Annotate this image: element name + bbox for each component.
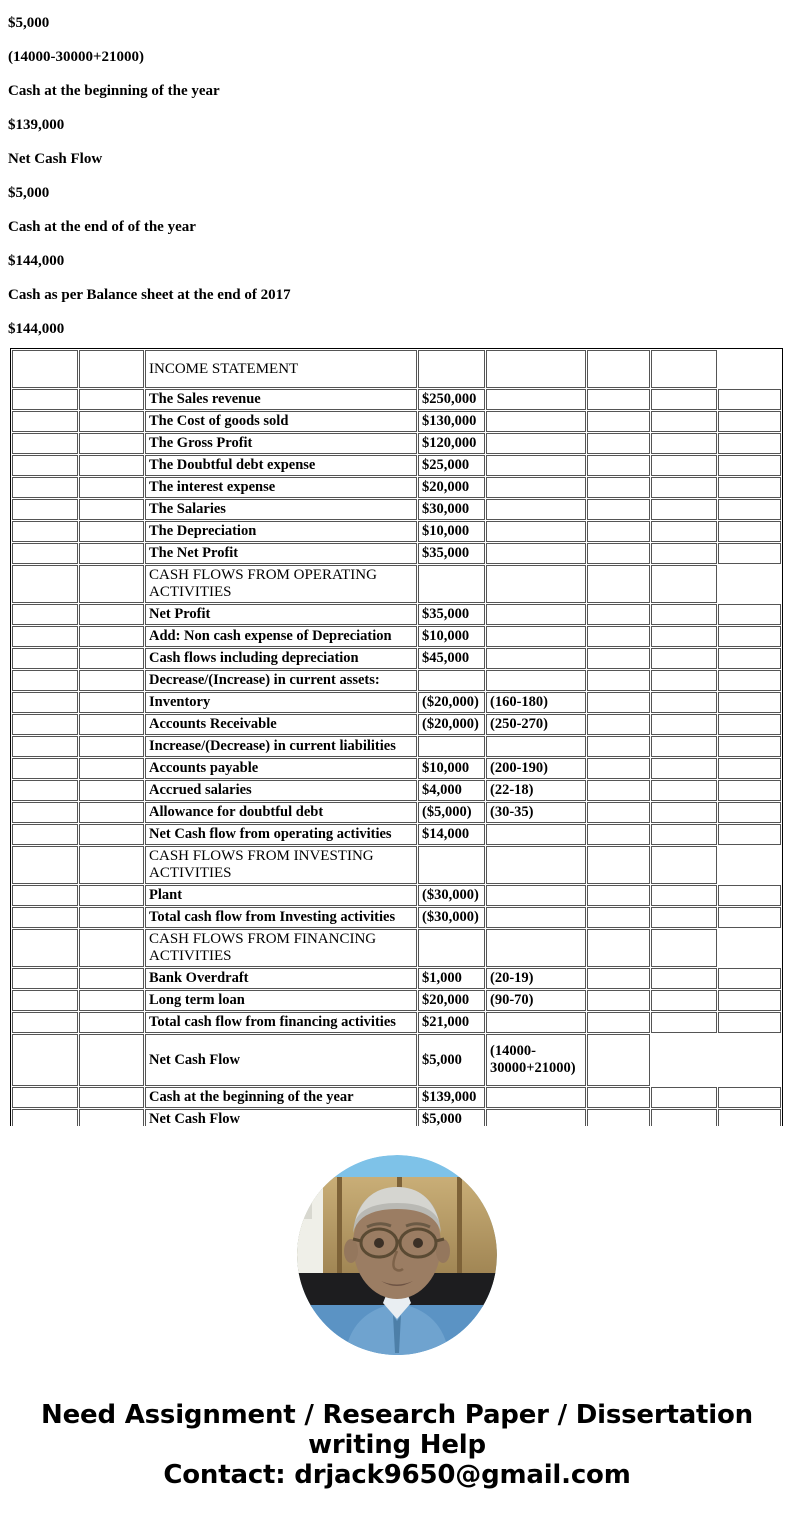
table-cell-blank-2 (79, 521, 144, 542)
table-cell-amount (418, 350, 485, 388)
table-cell-blank-2 (79, 670, 144, 691)
table-cell-blank-7 (651, 499, 717, 520)
table-cell-amount: $30,000 (418, 499, 485, 520)
table-cell-label: CASH FLOWS FROM OPERATING ACTIVITIES (145, 565, 417, 603)
table-cell-blank-2 (79, 907, 144, 928)
table-row (12, 455, 781, 476)
table-cell-note (486, 907, 586, 928)
table-cell-note: (22-18) (486, 780, 586, 801)
table-cell-amount: $35,000 (418, 604, 485, 625)
table-row (12, 521, 781, 542)
table-cell-amount: $10,000 (418, 521, 485, 542)
table-cell-blank-6 (587, 350, 650, 388)
table-cell-blank-1 (12, 626, 78, 647)
table-cell-blank-8 (718, 433, 781, 454)
table-cell-blank-7 (651, 1012, 717, 1033)
table-cell-blank-2 (79, 824, 144, 845)
table-cell-blank-6 (587, 499, 650, 520)
table-cell-blank-2 (79, 411, 144, 432)
table-cell-blank-1 (12, 604, 78, 625)
table-cell-blank-7 (651, 543, 717, 564)
table-cell-blank-1 (12, 692, 78, 713)
table-cell-blank-6 (587, 824, 650, 845)
table-cell-note (486, 1087, 586, 1108)
table-cell-blank-6 (587, 543, 650, 564)
table-cell-blank-6 (587, 1012, 650, 1033)
table-cell-note (486, 604, 586, 625)
table-cell-blank-7 (651, 670, 717, 691)
table-cell-amount: ($20,000) (418, 714, 485, 735)
table-cell-amount: $1,000 (418, 968, 485, 989)
table-cell-amount: $5,000 (418, 1109, 485, 1126)
table-cell-blank-8 (718, 521, 781, 542)
table-cell-blank-7 (651, 692, 717, 713)
table-row (12, 824, 781, 845)
table-cell-blank-2 (79, 968, 144, 989)
table-cell-blank-1 (12, 929, 78, 967)
table-cell-blank-1 (12, 846, 78, 884)
table-cell-blank-7 (651, 758, 717, 779)
table-row (12, 758, 781, 779)
table-cell-blank-6 (587, 802, 650, 823)
table-cell-blank-7 (651, 929, 717, 967)
financial-statement-table-container (10, 348, 784, 1126)
table-cell-blank-2 (79, 455, 144, 476)
table-cell-amount: $250,000 (418, 389, 485, 410)
table-cell-blank-7 (651, 389, 717, 410)
summary-line: Cash at the beginning of the year (8, 83, 220, 99)
table-cell-note (486, 846, 586, 884)
table-cell-blank-8 (718, 714, 781, 735)
table-cell-blank-1 (12, 824, 78, 845)
table-cell-blank-7 (651, 565, 717, 603)
table-row (12, 990, 781, 1011)
table-cell-blank-8 (718, 543, 781, 564)
table-cell-blank-6 (587, 846, 650, 884)
table-body (12, 350, 781, 1126)
footer-line-3: Contact: drjack9650@gmail.com (163, 1460, 631, 1490)
table-cell-blank-1 (12, 758, 78, 779)
table-cell-blank-6 (587, 758, 650, 779)
table-cell-label: Cash at the beginning of the year (145, 1087, 417, 1108)
table-cell-label: Long term loan (145, 990, 417, 1011)
table-cell-note (486, 389, 586, 410)
table-cell-blank-1 (12, 1012, 78, 1033)
table-cell-blank-6 (587, 477, 650, 498)
table-cell-amount: $35,000 (418, 543, 485, 564)
table-cell-blank-8 (718, 411, 781, 432)
table-cell-blank-7 (651, 802, 717, 823)
table-cell-blank-6 (587, 626, 650, 647)
table-cell-blank-7 (651, 1087, 717, 1108)
table-row (12, 565, 781, 603)
table-cell-label: The Gross Profit (145, 433, 417, 454)
table-cell-blank-7 (651, 907, 717, 928)
summary-line: $5,000 (8, 15, 50, 31)
footer-line-2: writing Help (308, 1430, 486, 1460)
table-cell-blank-6 (587, 565, 650, 603)
table-cell-blank-8 (718, 499, 781, 520)
table-cell-blank-2 (79, 714, 144, 735)
table-cell-note (486, 543, 586, 564)
table-cell-amount: $25,000 (418, 455, 485, 476)
table-cell-blank-7 (651, 990, 717, 1011)
table-cell-blank-2 (79, 626, 144, 647)
table-cell-note: (20-19) (486, 968, 586, 989)
table-row (12, 1012, 781, 1033)
table-cell-blank-6 (587, 411, 650, 432)
table-row (12, 648, 781, 669)
table-cell-blank-2 (79, 736, 144, 757)
table-cell-amount: $21,000 (418, 1012, 485, 1033)
table-row (12, 736, 781, 757)
table-cell-blank-1 (12, 990, 78, 1011)
table-cell-blank-7 (651, 736, 717, 757)
table-cell-label: CASH FLOWS FROM INVESTING ACTIVITIES (145, 846, 417, 884)
table-cell-blank-6 (587, 521, 650, 542)
table-cell-amount: $139,000 (418, 1087, 485, 1108)
table-cell-blank-8 (718, 736, 781, 757)
table-cell-note (486, 455, 586, 476)
table-cell-blank-2 (79, 846, 144, 884)
table-row (12, 885, 781, 906)
table-cell-note: (160-180) (486, 692, 586, 713)
table-cell-label: Plant (145, 885, 417, 906)
table-cell-note (486, 648, 586, 669)
avatar (297, 1155, 497, 1355)
table-cell-label: Accrued salaries (145, 780, 417, 801)
table-cell-label: Cash flows including depreciation (145, 648, 417, 669)
table-cell-blank-7 (651, 350, 717, 388)
table-cell-blank-1 (12, 885, 78, 906)
table-cell-note (486, 521, 586, 542)
table-cell-blank-2 (79, 350, 144, 388)
table-cell-amount: ($30,000) (418, 907, 485, 928)
table-row (12, 780, 781, 801)
table-cell-blank-1 (12, 648, 78, 669)
table-cell-label: Decrease/(Increase) in current assets: (145, 670, 417, 691)
table-cell-blank-1 (12, 1109, 78, 1126)
table-cell-blank-6 (587, 885, 650, 906)
table-cell-blank-7 (651, 714, 717, 735)
table-cell-blank-1 (12, 780, 78, 801)
table-row (12, 1087, 781, 1108)
table-cell-note (486, 929, 586, 967)
table-cell-label: Net Cash Flow (145, 1109, 417, 1126)
table-cell-amount (418, 736, 485, 757)
table-cell-note: (30-35) (486, 802, 586, 823)
table-cell-label: The Sales revenue (145, 389, 417, 410)
table-cell-amount (418, 929, 485, 967)
table-cell-blank-6 (587, 780, 650, 801)
table-row (12, 604, 781, 625)
table-cell-blank-2 (79, 389, 144, 410)
table-cell-blank-6 (587, 990, 650, 1011)
table-cell-blank-1 (12, 350, 78, 388)
table-cell-label: Allowance for doubtful debt (145, 802, 417, 823)
table-cell-blank-8 (718, 1109, 781, 1126)
table-cell-blank-7 (651, 477, 717, 498)
table-cell-blank-2 (79, 802, 144, 823)
table-cell-blank-1 (12, 433, 78, 454)
table-cell-amount (418, 565, 485, 603)
table-cell-amount: $20,000 (418, 990, 485, 1011)
table-cell-blank-8 (718, 389, 781, 410)
table-cell-blank-8 (718, 626, 781, 647)
table-cell-label: The Depreciation (145, 521, 417, 542)
table-cell-blank-2 (79, 648, 144, 669)
table-cell-label: Bank Overdraft (145, 968, 417, 989)
table-cell-note (486, 477, 586, 498)
table-cell-blank-1 (12, 1087, 78, 1108)
table-cell-blank-2 (79, 692, 144, 713)
table-cell-note (486, 824, 586, 845)
table-cell-blank-2 (79, 1087, 144, 1108)
table-cell-blank-1 (12, 907, 78, 928)
table-cell-blank-6 (587, 670, 650, 691)
table-cell-note (486, 885, 586, 906)
table-cell-label: Add: Non cash expense of Depreciation (145, 626, 417, 647)
table-cell-note (486, 411, 586, 432)
table-cell-label: Accounts Receivable (145, 714, 417, 735)
table-cell-blank-6 (587, 1109, 650, 1126)
table-cell-note (486, 1109, 586, 1126)
table-cell-blank-8 (718, 780, 781, 801)
table-cell-blank-8 (718, 670, 781, 691)
table-cell-blank-7 (651, 455, 717, 476)
table-cell-blank-8 (718, 990, 781, 1011)
table-cell-blank-8 (718, 802, 781, 823)
table-cell-blank-7 (651, 780, 717, 801)
table-cell-note (486, 499, 586, 520)
table-cell-blank-2 (79, 433, 144, 454)
table-cell-blank-6 (587, 714, 650, 735)
table-cell-blank-1 (12, 565, 78, 603)
table-cell-blank-1 (12, 521, 78, 542)
table-cell-blank-2 (79, 565, 144, 603)
table-cell-blank-7 (651, 626, 717, 647)
table-cell-blank-2 (79, 477, 144, 498)
table-cell-blank-6 (587, 648, 650, 669)
footer-line-1: Need Assignment / Research Paper / Dissertation (41, 1400, 753, 1430)
table-cell-note: (200-190) (486, 758, 586, 779)
table-row (12, 389, 781, 410)
table-cell-blank-1 (12, 736, 78, 757)
table-row (12, 692, 781, 713)
table-cell-blank-1 (12, 714, 78, 735)
table-cell-blank-8 (718, 907, 781, 928)
summary-line: (14000-30000+21000) (8, 49, 145, 65)
table-cell-label: The Doubtful debt expense (145, 455, 417, 476)
table-cell-note (486, 626, 586, 647)
table-cell-amount: $4,000 (418, 780, 485, 801)
summary-line: Net Cash Flow (8, 151, 103, 167)
table-cell-label: CASH FLOWS FROM FINANCING ACTIVITIES (145, 929, 417, 967)
table-cell-amount: $5,000 (418, 1034, 485, 1086)
table-cell-label: Net Profit (145, 604, 417, 625)
table-cell-blank-6 (587, 929, 650, 967)
summary-line: $5,000 (8, 185, 50, 201)
table-row (12, 350, 781, 388)
table-cell-blank-8 (718, 1087, 781, 1108)
financial-statement-table (10, 348, 783, 1126)
table-cell-amount: ($5,000) (418, 802, 485, 823)
table-cell-blank-2 (79, 1012, 144, 1033)
table-cell-amount (418, 846, 485, 884)
table-cell-blank-7 (651, 824, 717, 845)
table-row (12, 543, 781, 564)
table-row (12, 433, 781, 454)
table-cell-blank-8 (718, 824, 781, 845)
table-row (12, 670, 781, 691)
table-cell-label: INCOME STATEMENT (145, 350, 417, 388)
table-cell-label: The Salaries (145, 499, 417, 520)
table-cell-label: Net Cash Flow (145, 1034, 417, 1086)
summary-line: Cash at the end of of the year (8, 219, 196, 235)
table-cell-blank-7 (651, 968, 717, 989)
table-row (12, 929, 781, 967)
table-cell-blank-6 (587, 736, 650, 757)
table-cell-note: (250-270) (486, 714, 586, 735)
table-cell-blank-1 (12, 389, 78, 410)
summary-text-block (0, 0, 794, 346)
table-cell-amount: ($30,000) (418, 885, 485, 906)
table-row (12, 802, 781, 823)
table-cell-amount (418, 670, 485, 691)
table-cell-note (486, 670, 586, 691)
table-cell-blank-2 (79, 929, 144, 967)
table-row (12, 411, 781, 432)
table-cell-blank-8 (718, 968, 781, 989)
table-cell-note (486, 1012, 586, 1033)
table-row (12, 846, 781, 884)
table-row (12, 499, 781, 520)
table-cell-blank-2 (79, 543, 144, 564)
table-cell-blank-8 (718, 758, 781, 779)
table-cell-blank-2 (79, 1034, 144, 1086)
table-cell-blank-8 (718, 477, 781, 498)
table-cell-blank-2 (79, 604, 144, 625)
table-cell-blank-2 (79, 780, 144, 801)
table-cell-blank-6 (587, 1087, 650, 1108)
table-cell-blank-7 (651, 604, 717, 625)
table-cell-blank-1 (12, 543, 78, 564)
summary-line: $144,000 (8, 321, 65, 337)
summary-line: $144,000 (8, 253, 65, 269)
table-cell-label: Accounts payable (145, 758, 417, 779)
table-cell-amount: $20,000 (418, 477, 485, 498)
table-cell-blank-7 (651, 648, 717, 669)
table-cell-blank-8 (718, 885, 781, 906)
table-cell-blank-8 (718, 692, 781, 713)
table-row (12, 1109, 781, 1126)
table-row (12, 626, 781, 647)
table-row (12, 968, 781, 989)
table-cell-blank-8 (718, 648, 781, 669)
table-cell-amount: $10,000 (418, 758, 485, 779)
table-cell-amount: $10,000 (418, 626, 485, 647)
summary-line: Cash as per Balance sheet at the end of 2017 (8, 287, 291, 303)
table-cell-blank-6 (587, 604, 650, 625)
table-cell-note (486, 565, 586, 603)
table-cell-label: Net Cash flow from operating activities (145, 824, 417, 845)
table-cell-blank-1 (12, 455, 78, 476)
table-cell-label: The interest expense (145, 477, 417, 498)
profile-photo-icon (297, 1155, 497, 1355)
table-cell-blank-6 (587, 389, 650, 410)
table-cell-blank-6 (587, 692, 650, 713)
table-cell-note (486, 736, 586, 757)
table-cell-blank-1 (12, 670, 78, 691)
table-cell-blank-6 (587, 455, 650, 476)
table-cell-blank-1 (12, 499, 78, 520)
table-cell-note (486, 433, 586, 454)
table-cell-blank-2 (79, 758, 144, 779)
table-cell-label: Increase/(Decrease) in current liabilities (145, 736, 417, 757)
table-cell-blank-1 (12, 1034, 78, 1086)
table-cell-blank-6 (587, 1034, 650, 1086)
table-cell-note: (90-70) (486, 990, 586, 1011)
table-cell-blank-7 (651, 885, 717, 906)
table-cell-label: Total cash flow from Investing activities (145, 907, 417, 928)
table-cell-blank-2 (79, 990, 144, 1011)
table-cell-amount: $130,000 (418, 411, 485, 432)
table-cell-blank-2 (79, 885, 144, 906)
table-cell-blank-1 (12, 411, 78, 432)
table-row (12, 477, 781, 498)
table-cell-amount: $14,000 (418, 824, 485, 845)
table-cell-note: (14000-30000+21000) (486, 1034, 586, 1086)
table-cell-blank-1 (12, 477, 78, 498)
table-cell-blank-8 (718, 455, 781, 476)
table-cell-label: Inventory (145, 692, 417, 713)
table-row (12, 1034, 781, 1086)
table-cell-blank-2 (79, 1109, 144, 1126)
table-cell-note (486, 350, 586, 388)
table-cell-blank-6 (587, 907, 650, 928)
table-cell-blank-8 (718, 1012, 781, 1033)
table-cell-blank-7 (651, 1109, 717, 1126)
table-cell-amount: $45,000 (418, 648, 485, 669)
table-cell-label: The Cost of goods sold (145, 411, 417, 432)
table-cell-blank-1 (12, 802, 78, 823)
table-cell-amount: ($20,000) (418, 692, 485, 713)
table-cell-blank-1 (12, 968, 78, 989)
table-row (12, 907, 781, 928)
footer-advert (0, 1400, 794, 1490)
table-cell-blank-7 (651, 846, 717, 884)
table-cell-label: Total cash flow from financing activities (145, 1012, 417, 1033)
table-cell-blank-8 (718, 604, 781, 625)
table-cell-blank-6 (587, 433, 650, 454)
table-cell-blank-7 (651, 411, 717, 432)
table-cell-blank-6 (587, 968, 650, 989)
summary-line: $139,000 (8, 117, 65, 133)
table-cell-label: The Net Profit (145, 543, 417, 564)
table-cell-blank-2 (79, 499, 144, 520)
table-row (12, 714, 781, 735)
table-cell-blank-7 (651, 433, 717, 454)
table-cell-blank-7 (651, 521, 717, 542)
table-cell-amount: $120,000 (418, 433, 485, 454)
